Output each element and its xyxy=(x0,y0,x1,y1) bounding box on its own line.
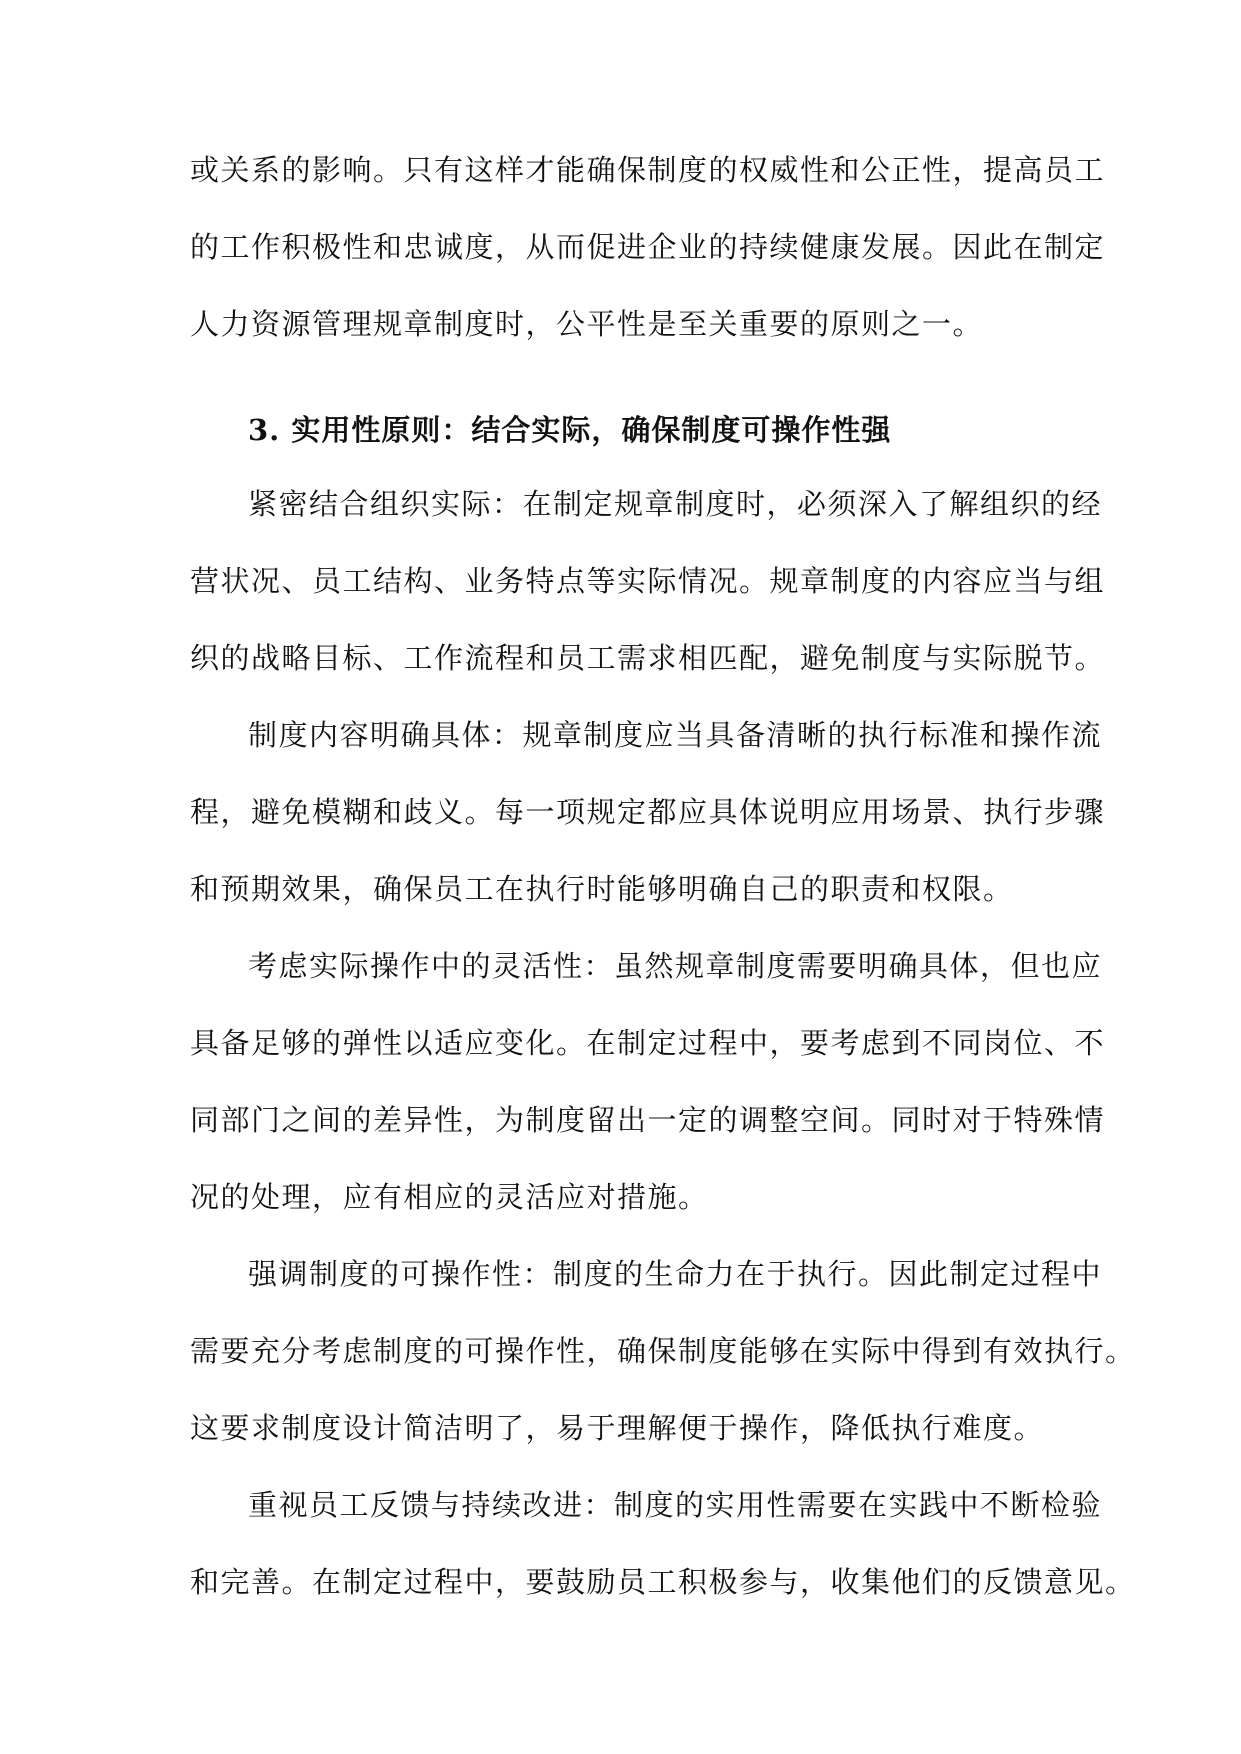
paragraph-line: 制度内容明确具体：规章制度应当具备清晰的执行标准和操作流 xyxy=(248,718,1103,752)
paragraph-line: 考虑实际操作中的灵活性：虽然规章制度需要明确具体，但也应 xyxy=(248,949,1103,983)
paragraph-line: 的工作积极性和忠诚度，从而促进企业的持续健康发展。因此在制定 xyxy=(190,230,1106,264)
paragraph-line: 需要充分考虑制度的可操作性，确保制度能够在实际中得到有效执行。 xyxy=(190,1334,1136,1368)
paragraph-line: 同部门之间的差异性，为制度留出一定的调整空间。同时对于特殊情 xyxy=(190,1103,1106,1137)
paragraph-line: 具备足够的弹性以适应变化。在制定过程中，要考虑到不同岗位、不 xyxy=(190,1026,1106,1060)
paragraph-line: 织的战略目标、工作流程和员工需求相匹配，避免制度与实际脱节。 xyxy=(190,641,1106,675)
paragraph-line: 程，避免模糊和歧义。每一项规定都应具体说明应用场景、执行步骤 xyxy=(190,795,1106,829)
paragraph-line: 紧密结合组织实际：在制定规章制度时，必须深入了解组织的经 xyxy=(248,487,1103,521)
paragraph-line: 营状况、员工结构、业务特点等实际情况。规章制度的内容应当与组 xyxy=(190,564,1106,598)
paragraph-line: 况的处理，应有相应的灵活应对措施。 xyxy=(190,1180,709,1214)
paragraph-line: 或关系的影响。只有这样才能确保制度的权威性和公正性，提高员工 xyxy=(190,153,1106,187)
paragraph-line: 重视员工反馈与持续改进：制度的实用性需要在实践中不断检验 xyxy=(248,1488,1103,1522)
paragraph-line: 这要求制度设计简洁明了，易于理解便于操作，降低执行难度。 xyxy=(190,1411,1045,1445)
paragraph-line: 强调制度的可操作性：制度的生命力在于执行。因此制定过程中 xyxy=(248,1257,1103,1291)
paragraph-line: 人力资源管理规章制度时，公平性是至关重要的原则之一。 xyxy=(190,307,984,341)
paragraph-line: 和完善。在制定过程中，要鼓励员工积极参与，收集他们的反馈意见。 xyxy=(190,1565,1136,1599)
section-heading: 3. 实用性原则：结合实际，确保制度可操作性强 xyxy=(248,413,892,447)
paragraph-line: 和预期效果，确保员工在执行时能够明确自己的职责和权限。 xyxy=(190,872,1014,906)
